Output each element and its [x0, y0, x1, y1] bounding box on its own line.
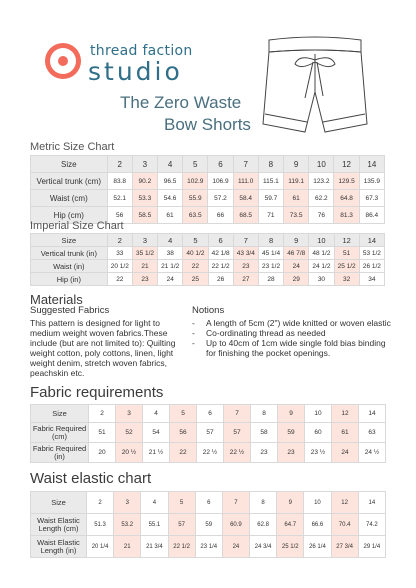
table-header-cell: 14 — [358, 492, 385, 514]
table-header-cell: 5 — [170, 405, 197, 423]
list-item: - Co-ordinating thread as needed — [192, 328, 392, 338]
table-header-cell: 3 — [114, 492, 141, 514]
table-cell: 56 — [170, 423, 197, 443]
table-cell: 59.7 — [258, 190, 283, 207]
table-cell: 20 1/4 — [86, 536, 113, 558]
table-row — [31, 273, 385, 286]
table-cell: 23 ½ — [305, 443, 332, 463]
table-header-cell: 14 — [359, 234, 384, 247]
table-cell: 20 ½ — [116, 443, 143, 463]
table-header-cell: 10 — [305, 405, 332, 423]
table-cell: 67.3 — [359, 190, 384, 207]
table-cell: 62.8 — [250, 514, 277, 536]
table-header-cell: 4 — [141, 492, 168, 514]
table-cell: 29 — [284, 273, 309, 286]
table-cell: 96.5 — [157, 173, 182, 190]
table-header-cell: 6 — [197, 405, 224, 423]
table-cell: 90.2 — [132, 173, 157, 190]
table-cell: 70.4 — [331, 514, 358, 536]
table-cell: 106.9 — [208, 173, 233, 190]
table-cell: 22 1/2 — [168, 536, 195, 558]
table-header-cell: 7 — [233, 156, 258, 173]
table-cell: 58.4 — [233, 190, 258, 207]
table-header-row — [31, 492, 386, 514]
table-header-cell: 8 — [258, 156, 283, 173]
table-header-cell: 10 — [309, 156, 334, 173]
table-header-cell: 3 — [132, 156, 157, 173]
table-cell: 57 — [168, 514, 195, 536]
metric-size-table — [30, 155, 385, 224]
table-cell: 24 — [284, 260, 309, 273]
table-cell: 30 — [309, 273, 334, 286]
table-cell: 58 — [251, 423, 278, 443]
table-cell: 26 1/2 — [359, 260, 384, 273]
table-cell: 42 1/8 — [208, 247, 233, 260]
table-cell: 24 — [222, 536, 249, 558]
table-cell: 28 — [258, 273, 283, 286]
table-cell: 52 — [116, 423, 143, 443]
table-header-cell: 9 — [277, 492, 304, 514]
row-label: Vertical trunk (in) — [31, 247, 108, 260]
table-cell: 51 — [89, 423, 116, 443]
row-label: Vertical trunk (cm) — [31, 173, 108, 190]
table-cell: 68.5 — [233, 207, 258, 224]
row-label: Fabric Required (cm) — [31, 423, 89, 443]
table-header-cell: Size — [31, 405, 89, 423]
table-cell: 55.1 — [141, 514, 168, 536]
table-header-cell: 10 — [309, 234, 334, 247]
table-cell: 60 — [305, 423, 332, 443]
row-label: Waist Elastic Length (in) — [31, 536, 87, 558]
table-cell: 51.3 — [86, 514, 113, 536]
table-header-cell: 3 — [132, 234, 157, 247]
table-header-cell: 12 — [332, 405, 359, 423]
table-cell: 61 — [284, 190, 309, 207]
table-cell: 63.5 — [183, 207, 208, 224]
table-header-cell: 4 — [157, 156, 182, 173]
row-label: Waist (cm) — [31, 190, 108, 207]
row-label: Hip (cm) — [31, 207, 108, 224]
table-cell: 66 — [208, 207, 233, 224]
table-cell: 23 — [251, 443, 278, 463]
table-cell: 60.9 — [222, 514, 249, 536]
table-row — [31, 536, 386, 558]
table-cell: 53.3 — [132, 190, 157, 207]
table-cell: 53.2 — [114, 514, 141, 536]
table-cell: 23 — [132, 273, 157, 286]
table-header-cell: 5 — [183, 234, 208, 247]
table-cell: 86.4 — [359, 207, 384, 224]
table-cell: 81.3 — [334, 207, 359, 224]
table-cell: 71 — [258, 207, 283, 224]
table-cell: 57.2 — [208, 190, 233, 207]
table-cell: 64.7 — [277, 514, 304, 536]
table-cell: 119.1 — [284, 173, 309, 190]
table-header-cell: 14 — [359, 405, 386, 423]
list-item: - Up to 40cm of 1cm wide single fold bias binding for finishing the pocket openings. — [192, 338, 392, 358]
table-header-cell: 6 — [195, 492, 222, 514]
table-cell: 73.5 — [284, 207, 309, 224]
table-header-cell: 12 — [334, 234, 359, 247]
table-cell: 53 1/2 — [359, 247, 384, 260]
table-header-cell: 10 — [304, 492, 331, 514]
table-header-cell: 2 — [107, 156, 132, 173]
notions-heading: Notions — [192, 305, 225, 316]
list-item: - A length of 5cm (2") wide knitted or woven elastic — [192, 318, 392, 328]
materials-heading: Materials — [30, 292, 83, 307]
table-header-cell: 7 — [224, 405, 251, 423]
imperial-heading: Imperial Size Chart — [30, 220, 124, 232]
table-header-cell: 5 — [183, 156, 208, 173]
table-header-cell: 2 — [107, 234, 132, 247]
table-cell: 32 — [334, 273, 359, 286]
table-header-cell: 7 — [233, 234, 258, 247]
table-header-cell: Size — [31, 156, 108, 173]
table-cell: 45 1/4 — [258, 247, 283, 260]
table-cell: 57 — [197, 423, 224, 443]
table-cell: 27 3/4 — [331, 536, 358, 558]
table-cell: 33 — [107, 247, 132, 260]
table-cell: 23 — [278, 443, 305, 463]
table-cell: 22 — [183, 260, 208, 273]
table-header-cell: 6 — [208, 156, 233, 173]
table-row — [31, 423, 386, 443]
table-cell: 20 1/2 — [107, 260, 132, 273]
table-cell: 24 3/4 — [250, 536, 277, 558]
table-cell: 46 7/8 — [284, 247, 309, 260]
table-cell: 23 1/4 — [195, 536, 222, 558]
table-cell: 23 — [233, 260, 258, 273]
table-row — [31, 173, 385, 190]
imperial-size-table — [30, 233, 385, 286]
table-header-cell: 6 — [208, 234, 233, 247]
table-cell: 102.9 — [183, 173, 208, 190]
table-cell: 21 ½ — [143, 443, 170, 463]
table-cell: 83.8 — [107, 173, 132, 190]
row-label: Fabric Required (in) — [31, 443, 89, 463]
table-cell: 20 — [89, 443, 116, 463]
page-title-line2: Bow Shorts — [164, 115, 251, 134]
table-cell: 66.6 — [304, 514, 331, 536]
table-cell: 58.5 — [132, 207, 157, 224]
table-cell: 27 — [233, 273, 258, 286]
row-label: Waist (in) — [31, 260, 108, 273]
table-cell: 22 ½ — [197, 443, 224, 463]
table-header-cell: Size — [31, 492, 87, 514]
table-cell: 25 — [183, 273, 208, 286]
table-cell: 54 — [143, 423, 170, 443]
table-cell: 51 — [334, 247, 359, 260]
table-header-cell: 9 — [284, 156, 309, 173]
brand-name-top: thread faction — [90, 43, 193, 59]
table-cell: 61 — [157, 207, 182, 224]
table-cell: 25 1/2 — [277, 536, 304, 558]
table-cell: 22 — [170, 443, 197, 463]
row-label: Waist Elastic Length (cm) — [31, 514, 87, 536]
table-cell: 61 — [332, 423, 359, 443]
table-cell: 23 1/2 — [258, 260, 283, 273]
table-cell: 22 ½ — [224, 443, 251, 463]
table-header-cell: 3 — [116, 405, 143, 423]
table-cell: 22 — [107, 273, 132, 286]
table-header-cell: 7 — [222, 492, 249, 514]
table-cell: 74.2 — [358, 514, 385, 536]
table-header-cell: 8 — [251, 405, 278, 423]
table-cell: 135.9 — [359, 173, 384, 190]
table-header-cell: 2 — [86, 492, 113, 514]
table-cell: 26 1/4 — [304, 536, 331, 558]
table-cell: 59 — [195, 514, 222, 536]
table-header-row — [31, 405, 386, 423]
table-header-cell: Size — [31, 234, 108, 247]
materials-subheading: Suggested Fabrics — [30, 305, 110, 316]
table-header-cell: 8 — [258, 234, 283, 247]
table-cell: 129.5 — [334, 173, 359, 190]
table-cell: 24 — [332, 443, 359, 463]
table-cell: 48 1/2 — [309, 247, 334, 260]
table-cell: 43 3/4 — [233, 247, 258, 260]
table-header-cell: 12 — [331, 492, 358, 514]
table-cell: 34 — [359, 273, 384, 286]
table-header-cell: 8 — [250, 492, 277, 514]
table-cell: 59 — [278, 423, 305, 443]
materials-text: This pattern is designed for light to medium weight woven fabrics.These include (but are not limited to): Quilting weight cotton, poly cottons, linen, light weight denim, stretch woven fabrics, peachskin etc. — [30, 318, 176, 378]
table-cell: 63 — [359, 423, 386, 443]
metric-heading: Metric Size Chart — [30, 141, 115, 153]
table-row — [31, 260, 385, 273]
table-cell: 21 3/4 — [141, 536, 168, 558]
table-cell: 24 — [158, 273, 183, 286]
table-cell: 64.8 — [334, 190, 359, 207]
table-header-cell: 9 — [278, 405, 305, 423]
table-cell: 40 1/2 — [183, 247, 208, 260]
table-header-row — [31, 156, 385, 173]
table-header-row — [31, 234, 385, 247]
brand-name-bottom: studio — [88, 57, 183, 86]
table-header-cell: 2 — [89, 405, 116, 423]
table-row — [31, 247, 385, 260]
table-cell: 29 1/4 — [358, 536, 385, 558]
table-cell: 123.2 — [309, 173, 334, 190]
fabric-requirements-table — [30, 404, 386, 463]
waist-elastic-table — [30, 491, 386, 558]
waist-elastic-heading: Waist elastic chart — [30, 470, 152, 487]
table-cell: 57 — [224, 423, 251, 443]
table-header-cell: 14 — [359, 156, 384, 173]
row-label: Hip (in) — [31, 273, 108, 286]
table-row — [31, 514, 386, 536]
table-header-cell: 12 — [334, 156, 359, 173]
shorts-illustration — [255, 32, 375, 147]
table-cell: 21 — [132, 260, 157, 273]
table-header-cell: 4 — [143, 405, 170, 423]
table-cell: 62.2 — [309, 190, 334, 207]
table-row — [31, 190, 385, 207]
table-cell: 111.0 — [233, 173, 258, 190]
table-cell: 24 1/2 — [309, 260, 334, 273]
table-cell: 26 — [208, 273, 233, 286]
table-cell: 54.6 — [157, 190, 182, 207]
table-header-cell: 4 — [158, 234, 183, 247]
table-cell: 21 1/2 — [158, 260, 183, 273]
table-cell: 24 ½ — [359, 443, 386, 463]
table-cell: 55.9 — [183, 190, 208, 207]
table-cell: 56 — [107, 207, 132, 224]
table-cell: 21 — [114, 536, 141, 558]
table-header-cell: 5 — [168, 492, 195, 514]
table-cell: 115.1 — [258, 173, 283, 190]
table-row — [31, 443, 386, 463]
table-cell: 25 1/2 — [334, 260, 359, 273]
notions-list — [192, 318, 392, 358]
fabric-heading: Fabric requirements — [30, 384, 164, 401]
logo-icon — [45, 43, 81, 79]
table-cell: 38 — [158, 247, 183, 260]
table-cell: 52.1 — [107, 190, 132, 207]
table-cell: 76 — [309, 207, 334, 224]
table-header-cell: 9 — [284, 234, 309, 247]
page-title-line1: The Zero Waste — [120, 93, 242, 112]
table-cell: 22 1/2 — [208, 260, 233, 273]
table-cell: 35 1/2 — [132, 247, 157, 260]
